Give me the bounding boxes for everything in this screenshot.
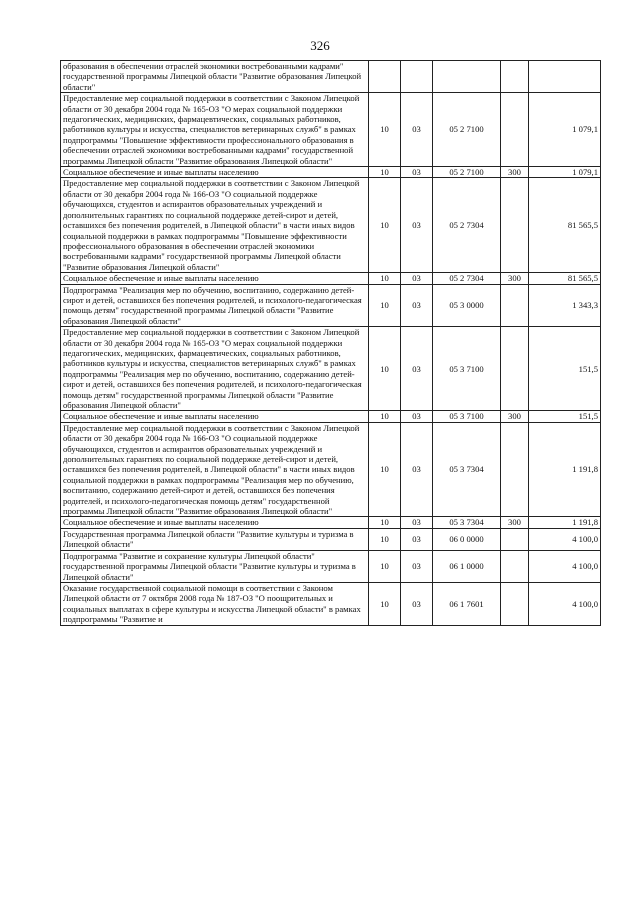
page-number: 326 [310, 38, 330, 53]
cell-subsection: 03 [401, 273, 433, 284]
table-row [61, 422, 601, 517]
cell-target-article [433, 61, 501, 93]
cell-section: 10 [369, 284, 401, 327]
cell-target-article: 05 3 7304 [433, 422, 501, 517]
cell-section: 10 [369, 422, 401, 517]
cell-amount: 1 079,1 [529, 93, 601, 167]
cell-target-article: 05 2 7304 [433, 273, 501, 284]
cell-target-article: 05 3 0000 [433, 284, 501, 327]
cell-subsection: 03 [401, 422, 433, 517]
cell-name: Государственная программа Липецкой области "Развитие культуры и туризма в Липецкой области" [61, 528, 369, 550]
cell-expense-type: 300 [501, 517, 529, 528]
cell-name: Подпрограмма "Развитие и сохранение культуры Липецкой области" государственной программы Липецкой области "Развитие культуры и туризма в Липецкой области" [61, 550, 369, 582]
cell-expense-type [501, 61, 529, 93]
cell-section: 10 [369, 167, 401, 178]
cell-section: 10 [369, 178, 401, 273]
cell-subsection: 03 [401, 178, 433, 273]
cell-target-article: 06 1 7601 [433, 582, 501, 625]
cell-amount: 1 079,1 [529, 167, 601, 178]
cell-amount: 4 100,0 [529, 582, 601, 625]
cell-expense-type: 300 [501, 411, 529, 422]
table-row [61, 582, 601, 625]
table-row [61, 411, 601, 422]
cell-section: 10 [369, 550, 401, 582]
cell-name: Оказание государственной социальной помощи в соответствии с Законом Липецкой области от 7 октября 2008 года № 187-ОЗ "О поощрительных и социальных выплатах в сфере культуры и искусства Липецкой области" в рамках подпрограммы "Развитие и [61, 582, 369, 625]
cell-name: Социальное обеспечение и иные выплаты населению [61, 411, 369, 422]
cell-section: 10 [369, 411, 401, 422]
cell-name: Предоставление мер социальной поддержки в соответствии с Законом Липецкой области от 30 декабря 2004 года № 165-ОЗ "О мерах социальной поддержки педагогических, медицинских, фармацевтических, социальных работников, работников культуры и искусства, специалистов ветеринарных служб" в рамках подпрограммы "Повышение эффективности профессионального образования в обеспечении отраслей экономики востребованными кадрами" государственной программы Липецкой области "Развитие образования Липецкой области" [61, 93, 369, 167]
cell-expense-type [501, 528, 529, 550]
cell-name: Предоставление мер социальной поддержки в соответствии с Законом Липецкой области от 30 декабря 2004 года № 166-ОЗ "О социальной поддержке обучающихся, студентов и аспирантов образовательных учреждений и дополнительных гарантиях по социальной поддержке детей-сирот и детей, оставшихся без попечения родителей, в Липецкой области" в части иных видов социальной поддержки в рамках подпрограммы "Реализация мер по обучению, воспитанию, содержанию детей-сирот и детей, оставшихся без попечения родителей, и психолого-педагогическая помощь детям" государственной программы Липецкой области "Развитие образования Липецкой области" [61, 422, 369, 517]
cell-expense-type: 300 [501, 167, 529, 178]
budget-table-body [61, 61, 601, 626]
cell-expense-type [501, 327, 529, 411]
cell-expense-type: 300 [501, 273, 529, 284]
cell-section: 10 [369, 517, 401, 528]
cell-target-article: 05 2 7100 [433, 93, 501, 167]
cell-name: Социальное обеспечение и иные выплаты населению [61, 167, 369, 178]
cell-section: 10 [369, 93, 401, 167]
cell-subsection: 03 [401, 327, 433, 411]
table-row [61, 167, 601, 178]
cell-subsection: 03 [401, 517, 433, 528]
cell-expense-type [501, 422, 529, 517]
cell-amount: 1 191,8 [529, 422, 601, 517]
cell-target-article: 05 3 7100 [433, 411, 501, 422]
cell-subsection [401, 61, 433, 93]
cell-name: образования в обеспечении отраслей экономики востребованными кадрами" государственной программы Липецкой области "Развитие образования Липецкой области" [61, 61, 369, 93]
cell-target-article: 06 0 0000 [433, 528, 501, 550]
cell-target-article: 05 2 7100 [433, 167, 501, 178]
cell-amount: 4 100,0 [529, 528, 601, 550]
table-row [61, 550, 601, 582]
cell-amount: 81 565,5 [529, 273, 601, 284]
cell-amount: 1 191,8 [529, 517, 601, 528]
budget-table [60, 60, 601, 626]
cell-subsection: 03 [401, 411, 433, 422]
cell-target-article: 05 2 7304 [433, 178, 501, 273]
cell-expense-type [501, 582, 529, 625]
cell-expense-type [501, 93, 529, 167]
cell-amount: 81 565,5 [529, 178, 601, 273]
cell-name: Предоставление мер социальной поддержки в соответствии с Законом Липецкой области от 30 декабря 2004 года № 166-ОЗ "О социальной поддержке обучающихся, студентов и аспирантов образовательных учреждений и дополнительных гарантиях по социальной поддержке детей-сирот и детей, оставшихся без попечения родителей, в Липецкой области" в части иных видов социальной поддержки в рамках подпрограммы "Повышение эффективности профессионального образования в обеспечении отраслей экономики востребованными кадрами" государственной программы Липецкой области "Развитие образования Липецкой области" [61, 178, 369, 273]
table-row [61, 327, 601, 411]
cell-amount: 151,5 [529, 327, 601, 411]
cell-expense-type [501, 550, 529, 582]
table-row [61, 178, 601, 273]
cell-subsection: 03 [401, 528, 433, 550]
cell-target-article: 05 3 7100 [433, 327, 501, 411]
cell-name: Социальное обеспечение и иные выплаты населению [61, 517, 369, 528]
cell-section: 10 [369, 582, 401, 625]
table-row [61, 517, 601, 528]
cell-name: Подпрограмма "Реализация мер по обучению, воспитанию, содержанию детей-сирот и детей, оставшихся без попечения родителей, и психолого-педагогическая помощь детям" государственной программы Липецкой области "Развитие образования Липецкой области" [61, 284, 369, 327]
cell-amount [529, 61, 601, 93]
table-row [61, 284, 601, 327]
cell-section [369, 61, 401, 93]
cell-section: 10 [369, 327, 401, 411]
cell-section: 10 [369, 273, 401, 284]
cell-amount: 1 343,3 [529, 284, 601, 327]
cell-subsection: 03 [401, 582, 433, 625]
cell-amount: 4 100,0 [529, 550, 601, 582]
cell-section: 10 [369, 528, 401, 550]
table-row [61, 61, 601, 93]
cell-target-article: 05 3 7304 [433, 517, 501, 528]
table-row [61, 93, 601, 167]
cell-subsection: 03 [401, 550, 433, 582]
table-row [61, 273, 601, 284]
table-row [61, 528, 601, 550]
cell-name: Социальное обеспечение и иные выплаты населению [61, 273, 369, 284]
cell-subsection: 03 [401, 93, 433, 167]
cell-expense-type [501, 178, 529, 273]
cell-subsection: 03 [401, 167, 433, 178]
cell-expense-type [501, 284, 529, 327]
cell-amount: 151,5 [529, 411, 601, 422]
cell-subsection: 03 [401, 284, 433, 327]
cell-name: Предоставление мер социальной поддержки в соответствии с Законом Липецкой области от 30 декабря 2004 года № 165-ОЗ "О мерах социальной поддержки педагогических, медицинских, фармацевтических, социальных работников, работников культуры и искусства, специалистов ветеринарных служб" в рамках подпрограммы "Реализация мер по обучению, воспитанию, содержанию детей-сирот и детей, оставшихся без попечения родителей, и психолого-педагогическая помощь детям" государственной программы Липецкой области "Развитие образования Липецкой области" [61, 327, 369, 411]
cell-target-article: 06 1 0000 [433, 550, 501, 582]
